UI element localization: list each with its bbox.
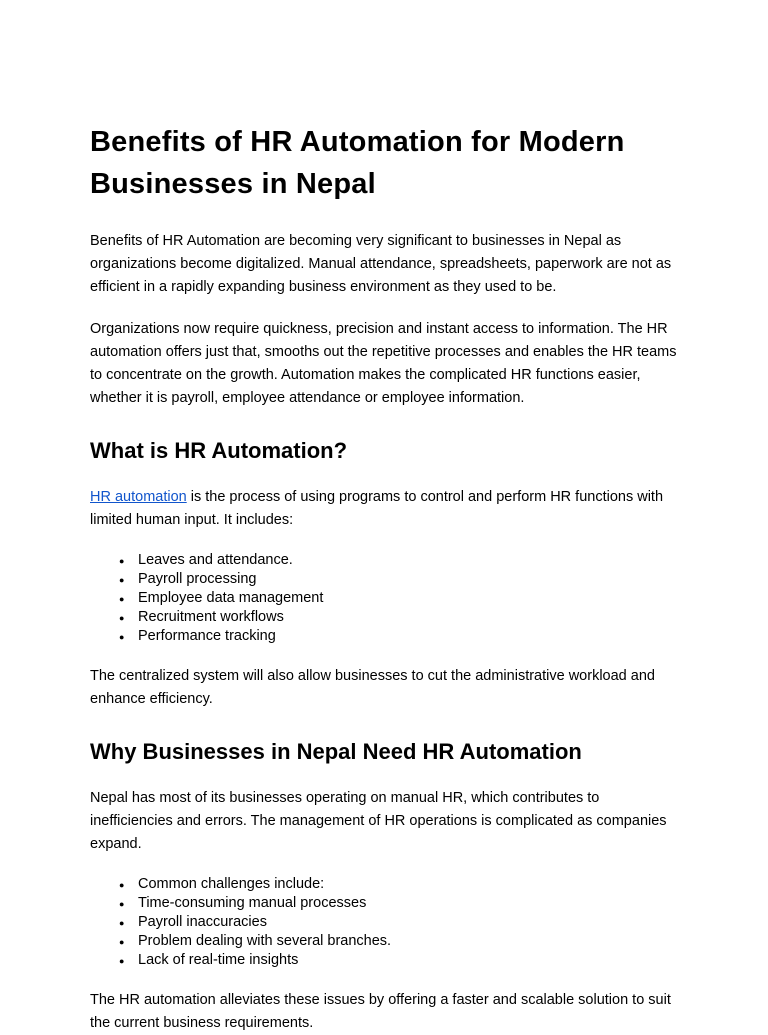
section-2-closing-paragraph: The HR automation alleviates these issues by offering a faster and scalable solution to suit the current business requirements. (90, 992, 671, 1031)
section-heading-why-businesses-need-hr-automation: Why Businesses in Nepal Need HR Automation (90, 739, 582, 764)
hr-automation-link[interactable]: HR automation (90, 489, 187, 505)
list-item: ● Problem dealing with several branches. (138, 932, 678, 951)
hr-automation-includes-list (90, 551, 678, 646)
list-item: ● Lack of real-time insights (138, 951, 678, 970)
list-item: ● Recruitment workflows (138, 608, 678, 627)
page-title: Benefits of HR Automation for Modern Businesses in Nepal (90, 126, 625, 200)
list-item: ● Common challenges include: (138, 875, 678, 894)
list-item: ● Performance tracking (138, 627, 678, 646)
section-2-paragraph: Nepal has most of its businesses operating on manual HR, which contributes to inefficiencies and errors. The management of HR operations is complicated as companies expand. (90, 790, 667, 852)
list-item: ● Payroll inaccuracies (138, 913, 678, 932)
intro-paragraph-2: Organizations now require quickness, precision and instant access to information. The HR automation offers just that, smooths out the repetitive processes and enables the HR teams to concentrate on the growth. Automation makes the complicated HR functions easier, whether it is payroll, employee attendance or employee information. (90, 321, 677, 406)
list-item: ● Payroll processing (138, 570, 678, 589)
section-1-closing-paragraph: The centralized system will also allow businesses to cut the administrative workload and enhance efficiency. (90, 668, 655, 707)
list-item: ● Employee data management (138, 589, 678, 608)
common-challenges-list (90, 875, 678, 970)
link-paragraph (90, 486, 678, 532)
link-paragraph-text: is the process of using programs to control and perform HR functions with limited human input. It includes: (90, 489, 664, 528)
section-heading-what-is-hr-automation: What is HR Automation? (90, 438, 348, 463)
list-item: ● Time-consuming manual processes (138, 894, 678, 913)
intro-paragraph-1: Benefits of HR Automation are becoming very significant to businesses in Nepal as organizations become digitalized. Manual attendance, spreadsheets, paperwork are not as efficient in a rapidly expanding business environment as they used to be. (90, 233, 672, 295)
list-item: ● Leaves and attendance. (138, 551, 678, 570)
